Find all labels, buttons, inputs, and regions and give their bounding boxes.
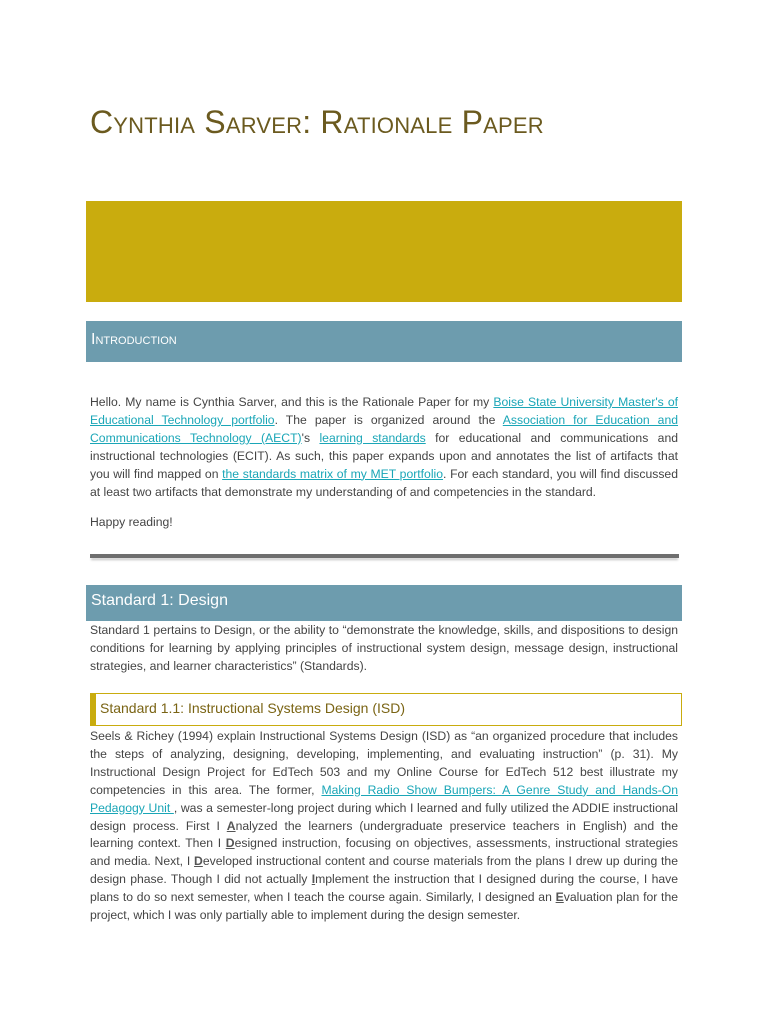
introduction-paragraph: [90, 394, 678, 501]
intro-text-5: . For each standard, you will find discussed at least two artifacts that demonstrate my understanding of and competencies in the standard.: [90, 466, 678, 499]
standard-1-heading-band: [86, 585, 682, 621]
section-divider: [90, 554, 679, 558]
happy-reading-text: Happy reading!: [90, 515, 173, 529]
radio-show-bumpers-link[interactable]: Making Radio Show Bumpers: A Genre Study and Hands-On Pedagogy Unit: [90, 782, 679, 815]
standard-1-1-heading: Standard 1.1: Instructional Systems Design (ISD): [100, 700, 406, 716]
isd-paragraph: [90, 728, 678, 925]
intro-text-2: . The paper is organized around the: [274, 412, 503, 427]
addie-letter-d-design: D: [225, 836, 235, 851]
portfolio-link[interactable]: Boise State University Master's of Educational Technology portfolio: [90, 395, 678, 427]
isd-text-2: , was a semester-long project during which I learned and fully utilized the ADDIE instructional design process. First I: [90, 800, 678, 833]
isd-text-4: esigned instruction, focusing on objectives, assessments, instructional strategies and media. Next, I: [90, 836, 678, 869]
introduction-heading: Introduction: [91, 331, 177, 348]
isd-text-6: mplement the instruction that I designed during the course, I have plans to do so next semester, when I teach the course again. Similarly, I designed an: [90, 872, 678, 905]
isd-text-1: Seels & Richey (1994) explain Instructional Systems Design (ISD) as “an organized procedure that includes the steps of analyzing, designing, developing, implementing, and evaluating instruction” (p. 31). My Instructional Design Project for EdTech 503 and my Online Course for EdTech 512 best illustrate my competencies in this area. The former,: [90, 729, 678, 797]
intro-text-3: 's: [301, 430, 320, 445]
isd-text-5: eveloped instructional content and course materials from the plans I drew up during the design phase. Though I did not actually: [90, 854, 678, 887]
standard-1-paragraph: Standard 1 pertains to Design, or the ability to “demonstrate the knowledge, skills, and dispositions to design conditions for learning by applying principles of instructional system design, message design, instructional strategies, and learner characteristics” (Standards).: [90, 623, 678, 673]
page-title: Cynthia Sarver: Rationale Paper: [90, 104, 544, 140]
addie-letter-d-develop: D: [194, 854, 203, 869]
decorative-banner: [86, 201, 682, 302]
standards-matrix-link[interactable]: the standards matrix of my MET portfolio: [222, 466, 444, 481]
intro-text-4: for educational and communications and instructional technologies (ECIT). As such, this paper expands upon and annotates the list of artifacts that you will find mapped on: [90, 430, 679, 481]
intro-text-1: Hello. My name is Cynthia Sarver, and this is the Rationale Paper for my: [90, 395, 494, 409]
addie-letter-i: I: [311, 872, 316, 887]
addie-letter-e: E: [555, 890, 564, 905]
introduction-heading-band: [86, 321, 682, 362]
standard-1-1-heading-box: [90, 693, 682, 726]
aect-link[interactable]: Association for Education and Communications Technology (AECT): [90, 412, 679, 445]
isd-text-7: valuation plan for the project, which I was only partially able to implement during the design semester.: [90, 890, 678, 923]
learning-standards-link[interactable]: learning standards: [319, 430, 426, 445]
isd-text-3: nalyzed the learners (undergraduate preservice teachers in English) and the learning context. Then I: [90, 818, 678, 851]
addie-letter-a: A: [226, 818, 236, 833]
standard-1-heading: Standard 1: Design: [91, 592, 228, 609]
